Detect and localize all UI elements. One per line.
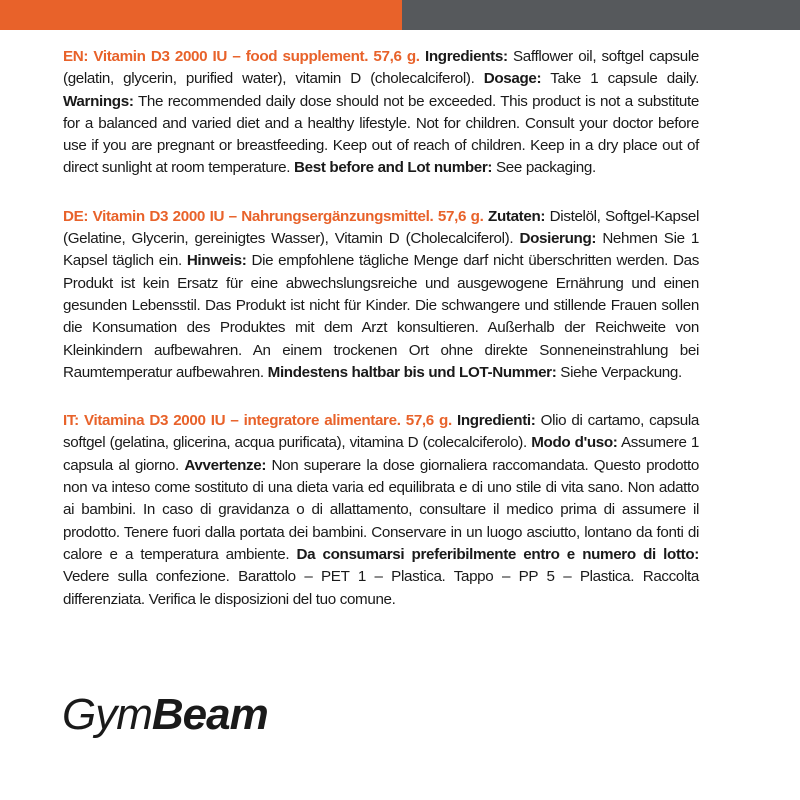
en-ingredients-text: Safflower oil, softgel capsule (gelatin, glycerin, purified water), vitamin D (cholecalciferol). [63,48,699,88]
it-ingredients-label: Ingredienti: [457,412,536,430]
de-ingredients-text: Distelöl, Softgel-Kapsel (Gelatine, Glycerin, gereinigtes Wasser), Vitamin D (Cholecalciferol). [63,207,699,248]
it-warnings-text: Non superare la dose giornaliera raccomandata. Questo prodotto non va inteso come sostituto di una dieta varia ed equilibrata e di uno stile di vita sano. Non adatto ai bambini. In caso di gravidanza o di allattamento, consultare il medico prima di assumere il prodotto. Tenere fuori dalla portata dei bambini. Conservare in un luogo asciutto, lontano da fonti di calore e a temperatura ambiente. [63,456,699,563]
de-ingredients-label: Zutaten: [488,207,546,225]
en-dosage-text: Take 1 capsule daily. [541,70,699,88]
it-dosage-label: Modo d'uso: [531,434,618,452]
it-warnings-label: Avvertenze: [184,456,267,474]
it-best-before-label: Da consumarsi preferibilmente entro e numero di lotto: [296,545,700,563]
en-warnings-label: Warnings: [63,92,134,110]
de-dosage-label: Dosierung: [519,230,597,248]
en-ingredients-label: Ingredients: [424,48,508,65]
de-best-before-text: Siehe Verpackung. [556,363,682,381]
section-de [63,206,699,384]
it-ingredients-text: Olio di cartamo, capsula softgel (gelatina, glicerina, acqua purificata), vitamina D (colecalciferolo). [63,412,699,452]
de-heading: DE: Vitamin D3 2000 IU – Nahrungsergänzungsmittel. 57,6 g. [63,207,484,225]
en-heading: EN: Vitamin D3 2000 IU – food supplement. 57,6 g. [63,48,420,65]
en-best-before-label: Best before and Lot number: [294,159,493,177]
en-warnings-text: The recommended daily dose should not be exceeded. This product is not a substitute for a balanced and varied diet and a healthy lifestyle. Not for children. Consult your doctor before use if you are pregnant or breastfeeding. Keep out of reach of children. Keep in a dry place out of direct sunlight at room temperature. [63,92,699,177]
gymbeam-logo [62,690,268,740]
it-heading: IT: Vitamina D3 2000 IU – integratore alimentare. 57,6 g. [63,412,452,430]
label-text-block [63,46,699,637]
en-best-before-text: See packaging. [492,159,596,177]
top-dark-bar [402,0,800,30]
de-best-before-label: Mindestens haltbar bis und LOT-Nummer: [267,363,557,381]
section-en [63,46,699,180]
en-dosage-label: Dosage: [483,70,542,88]
de-warnings-label: Hinweis: [186,252,247,270]
section-it [63,410,699,611]
it-dosage-text: Assumere 1 capsula al giorno. [63,434,699,474]
top-accent-bar [0,0,402,30]
de-dosage-text: Nehmen Sie 1 Kapsel täglich ein. [63,230,699,270]
logo-part-beam: Beam [151,690,268,739]
it-best-before-text: Vedere sulla confezione. Barattolo – PET 1 – Plastica. Tappo – PP 5 – Plastica. Raccolta differenziata. Verifica le disposizioni del tuo comune. [63,568,699,608]
de-warnings-text: Die empfohlene tägliche Menge darf nicht überschritten werden. Das Produkt ist kein Ersatz für eine abwechslungsreiche und ausgewogene Ernährung und einen gesunden Lebensstil. Das Produkt ist nicht für Kinder. Die schwangere und stillende Frauen sollen die Konsumation des Produktes mit dem Arzt konsultieren. Außerhalb der Reichweite von Kleinkindern aufbewahren. An einem trockenen Ort ohne direkte Sonneneinstrahlung bei Raumtemperatur aufbewahren. [63,252,699,381]
logo-part-gym: Gym [62,690,152,739]
